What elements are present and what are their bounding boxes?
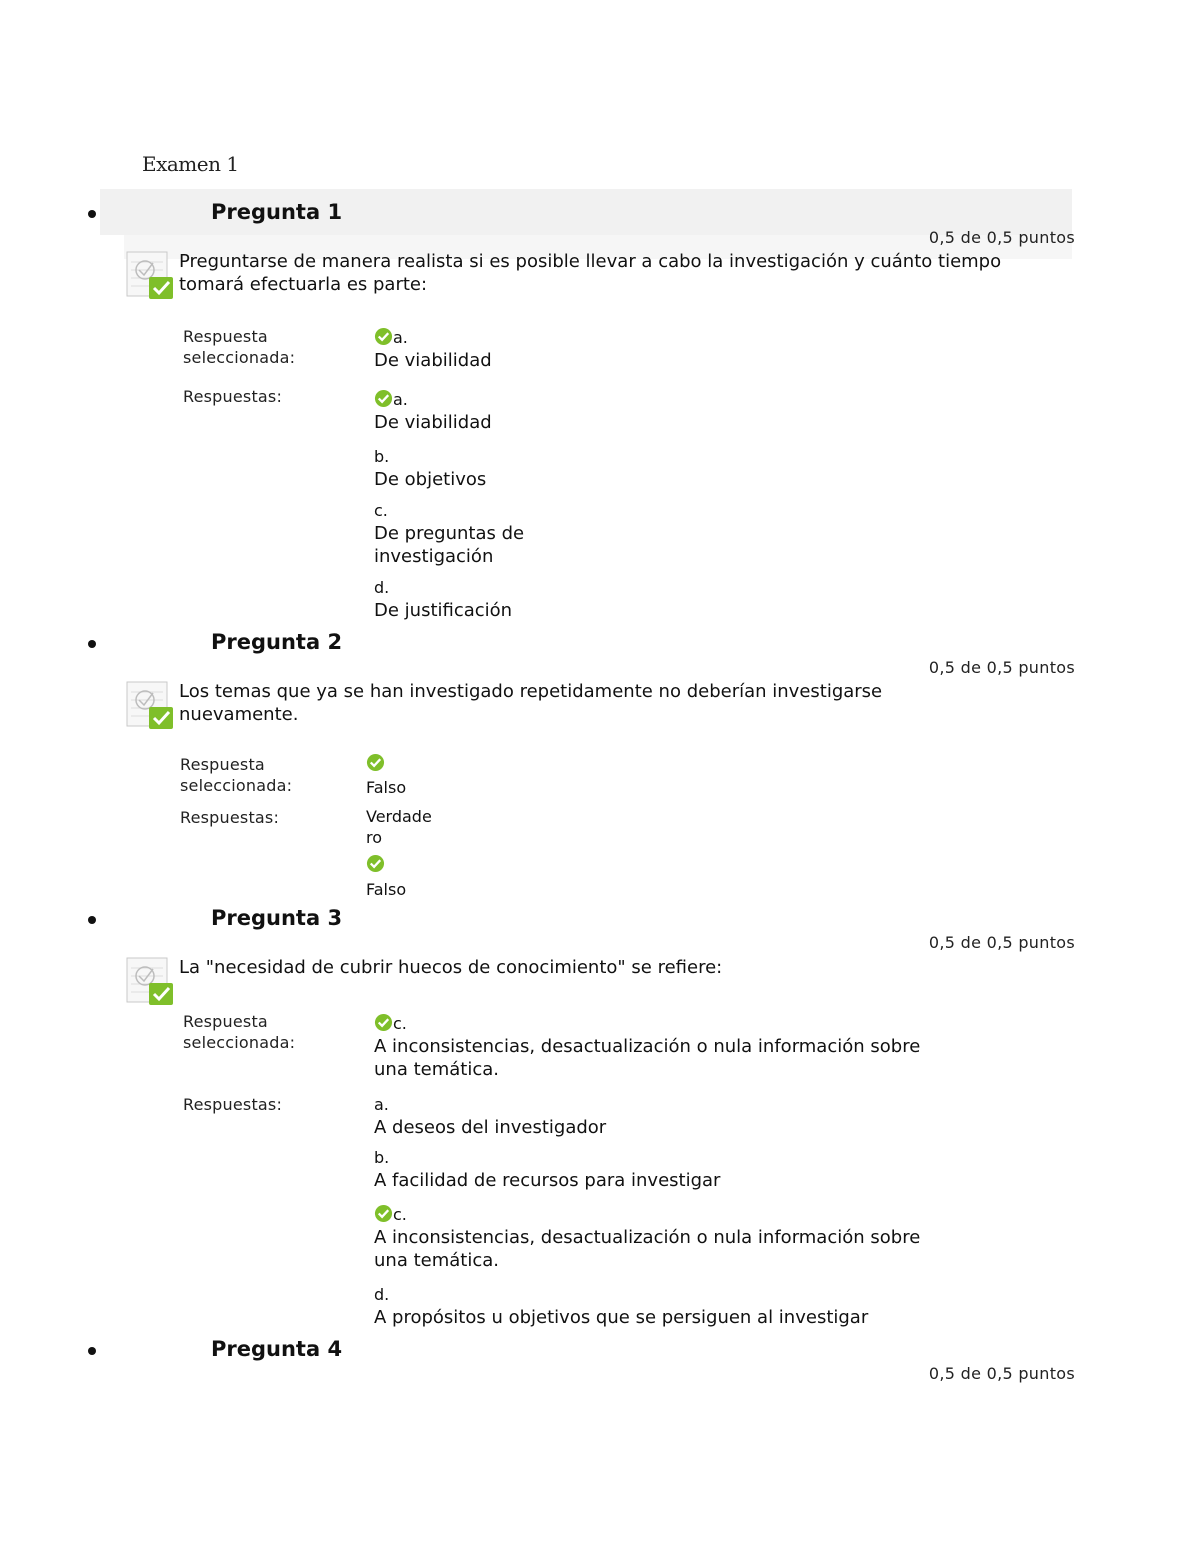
answer-letter: c. — [393, 1205, 407, 1224]
answer-text: Verdadero — [366, 807, 432, 847]
answer-text: A inconsistencias, desactualización o nula información sobre una temática. — [374, 1036, 921, 1080]
answer-option-c — [374, 1203, 924, 1272]
selected-answer-label: Respuesta seleccionada: — [180, 755, 293, 795]
answers-label: Respuestas: — [183, 387, 283, 406]
correct-check-icon — [366, 854, 385, 873]
correct-check-icon — [374, 1204, 393, 1223]
answer-text: De viabilidad — [374, 412, 492, 433]
answers-label: Respuestas: — [183, 1095, 283, 1114]
selected-answer — [374, 326, 574, 372]
question-points: 0,5 de 0,5 puntos — [928, 1364, 1075, 1383]
question-points: 0,5 de 0,5 puntos — [928, 658, 1075, 677]
answer-option-falso — [366, 852, 446, 902]
list-bullet — [88, 640, 96, 648]
answer-letter: a. — [393, 390, 408, 409]
selected-answer — [366, 752, 446, 800]
answer-option-b — [374, 1146, 934, 1192]
correct-check-icon — [374, 1013, 393, 1032]
list-bullet — [88, 210, 96, 218]
answer-text: A deseos del investigador — [374, 1117, 607, 1138]
graded-correct-icon — [125, 956, 175, 1006]
answer-letter: d. — [374, 578, 390, 597]
answer-text: De objetivos — [374, 469, 487, 490]
document-title: Examen 1 — [142, 152, 239, 176]
answer-letter: c. — [374, 501, 388, 520]
correct-check-icon — [366, 753, 385, 772]
question-text: La "necesidad de cubrir huecos de conocimiento" se refiere: — [179, 957, 723, 978]
answer-letter: c. — [393, 1014, 407, 1033]
answer-text: A inconsistencias, desactualización o nula información sobre una temática. — [374, 1227, 921, 1271]
selected-answer-label: Respuesta seleccionada: — [183, 1012, 296, 1052]
question-title: Pregunta 4 — [211, 1337, 343, 1361]
graded-correct-icon — [125, 250, 175, 300]
question-text: Preguntarse de manera realista si es posible llevar a cabo la investigación y cuánto tiempo tomará efectuarla es parte: — [179, 251, 1002, 295]
answer-option-c — [374, 499, 564, 568]
answer-text: De justificación — [374, 600, 513, 621]
question-title: Pregunta 2 — [211, 630, 343, 654]
answer-option-d — [374, 576, 574, 622]
answer-letter: a. — [393, 328, 408, 347]
answer-option-a — [374, 1093, 934, 1139]
answer-option-d — [374, 1283, 954, 1329]
answer-option-verdadero — [366, 806, 438, 848]
answer-letter: d. — [374, 1285, 390, 1304]
question-points: 0,5 de 0,5 puntos — [928, 228, 1075, 247]
correct-check-icon — [374, 389, 393, 408]
question-text: Los temas que ya se han investigado repetidamente no deberían investigarse nuevamente. — [179, 681, 883, 725]
answer-option-b — [374, 445, 574, 491]
answer-text: De preguntas de investigación — [374, 523, 525, 567]
answer-letter: b. — [374, 1148, 390, 1167]
answer-text: De viabilidad — [374, 350, 492, 371]
answers-label: Respuestas: — [180, 808, 280, 827]
answer-text: Falso — [366, 880, 407, 899]
correct-check-icon — [374, 327, 393, 346]
answer-text: A propósitos u objetivos que se persiguen al investigar — [374, 1307, 869, 1328]
answer-text: Falso — [366, 778, 407, 797]
list-bullet — [88, 1347, 96, 1355]
question-points: 0,5 de 0,5 puntos — [928, 933, 1075, 952]
list-bullet — [88, 916, 96, 924]
graded-correct-icon — [125, 680, 175, 730]
answer-letter: a. — [374, 1095, 389, 1114]
selected-answer — [374, 1012, 924, 1081]
question-title: Pregunta 1 — [211, 200, 343, 224]
question-title: Pregunta 3 — [211, 906, 343, 930]
answer-letter: b. — [374, 447, 390, 466]
answer-text: A facilidad de recursos para investigar — [374, 1170, 721, 1191]
answer-option-a — [374, 388, 574, 434]
selected-answer-label: Respuesta seleccionada: — [183, 327, 296, 367]
